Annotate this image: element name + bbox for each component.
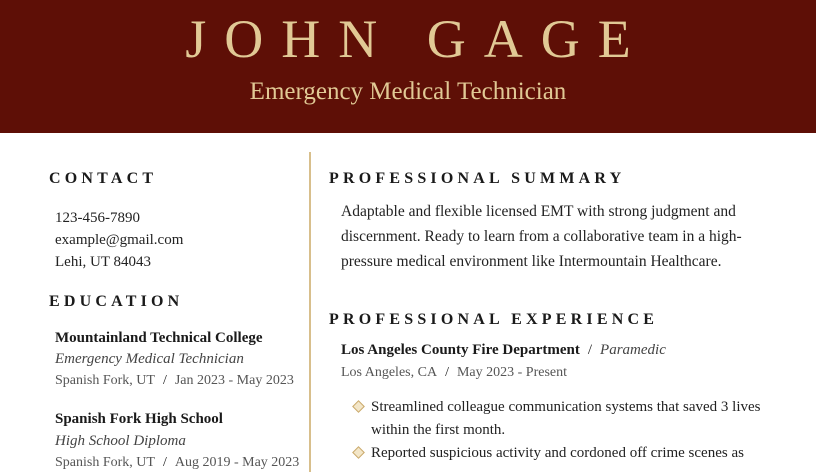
job-role: Paramedic xyxy=(600,342,666,358)
education-separator: / xyxy=(162,455,167,470)
education-meta xyxy=(55,370,294,392)
job-dates: May 2023 - Present xyxy=(456,365,567,380)
education-location: Spanish Fork, UT xyxy=(55,373,155,388)
candidate-title: Emergency Medical Technician xyxy=(249,78,567,105)
resume-header xyxy=(0,0,816,133)
education-meta xyxy=(55,452,299,474)
column-divider xyxy=(309,152,311,472)
job-separator: / xyxy=(587,342,593,358)
education-heading: EDUCATION xyxy=(49,293,184,310)
contact-location: Lehi, UT 84043 xyxy=(55,254,151,270)
education-school: Spanish Fork High School xyxy=(55,411,223,427)
summary-heading: PROFESSIONAL SUMMARY xyxy=(329,170,626,187)
education-school: Mountainland Technical College xyxy=(55,330,263,346)
experience-heading: PROFESSIONAL EXPERIENCE xyxy=(329,311,659,328)
education-dates: Aug 2019 - May 2023 xyxy=(174,455,300,470)
job-bullet-text: Reported suspicious activity and cordoned off crime scenes as xyxy=(371,445,744,461)
contact-email: example@gmail.com xyxy=(55,232,184,248)
job-location: Los Angeles, CA xyxy=(341,365,438,380)
contact-phone: 123-456-7890 xyxy=(55,210,140,226)
diamond-bullet-icon xyxy=(352,400,365,413)
diamond-bullet-icon xyxy=(352,446,365,459)
education-location: Spanish Fork, UT xyxy=(55,455,155,470)
job-employer: Los Angeles County Fire Department xyxy=(341,342,580,358)
education-separator: / xyxy=(162,373,167,388)
education-program: Emergency Medical Technician xyxy=(55,351,244,367)
job-bullet-text: Streamlined colleague communication systems that saved 3 lives within the first month. xyxy=(371,399,761,438)
job-meta xyxy=(341,362,567,384)
job-header xyxy=(341,339,666,361)
education-dates: Jan 2023 - May 2023 xyxy=(174,373,294,388)
job-meta-separator: / xyxy=(445,365,449,380)
education-program: High School Diploma xyxy=(55,433,186,449)
candidate-name: JOHN GAGE xyxy=(185,9,649,69)
summary-text: Adaptable and flexible licensed EMT with strong judgment and discernment. Ready to learn from a collaborative team in a high-pressure medical environment like Intermountain Healthcare. xyxy=(341,203,742,270)
contact-heading: CONTACT xyxy=(49,170,158,187)
